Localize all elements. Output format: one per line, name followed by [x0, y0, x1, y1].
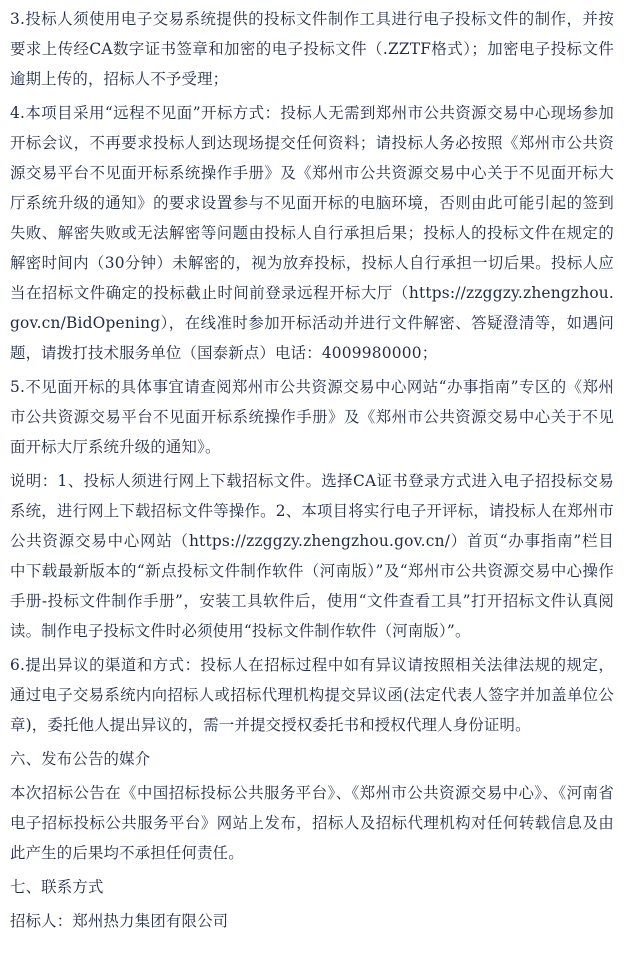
item-6-objection: 6.提出异议的渠道和方式：投标人在招标过程中如有异议请按照相关法律法规的规定，通过电子交易系统内向招标人或招标代理机构提交异议函(法定代表人签字并加盖单位公章)，委托他人提出异议的，需一并提交授权委托书和授权代理人身份证明。: [10, 656, 614, 734]
section-6-body: 本次招标公告在《中国招标投标公共服务平台》、《郑州市公共资源交易中心》、《河南省电子招标投标公共服务平台》网站上发布，招标人及招标代理机构对任何转载信息及由此产生的后果均不承担任何责任。: [10, 784, 614, 862]
section-6-heading: 六、发布公告的媒介: [10, 750, 151, 768]
tenderer-line: 招标人：郑州热力集团有限公司: [10, 912, 229, 930]
note-paragraph: 说明：1、投标人须进行网上下载招标文件。选择CA证书登录方式进入电子招投标交易系统，进行网上下载招标文件等操作。2、本项目将实行电子开评标，请投标人在郑州市公共资源交易中心网站（https://zzggzy.zhengzhou.gov.cn/）首页“办事指南”栏目中下载最新版本的“新点投标文件制作软件（河南版）”及“郑州市公共资源交易中心操作手册-投标文件制作手册”，安装工具软件后，使用“文件查看工具”打开招标文件认真阅读。制作电子投标文件时必须使用“投标文件制作软件（河南版）”。: [10, 472, 614, 640]
item-5-guide: 5.不见面开标的具体事宜请查阅郑州市公共资源交易中心网站“办事指南”专区的《郑州市公共资源交易平台不见面开标系统操作手册》及《郑州市公共资源交易中心关于不见面开标大厅系统升级的通知》。: [10, 378, 614, 456]
item-3-ca-certificate: 3.投标人须使用电子交易系统提供的投标文件制作工具进行电子投标文件的制作，并按要求上传经CA数字证书签章和加密的电子投标文件（.ZZTF格式）；加密电子投标文件逾期上传的，招标人不予受理；: [10, 10, 614, 88]
section-7-heading: 七、联系方式: [10, 878, 104, 896]
item-4-remote-opening: 4.本项目采用“远程不见面”开标方式：投标人无需到郑州市公共资源交易中心现场参加开标会议，不再要求投标人到达现场提交任何资料；请投标人务必按照《郑州市公共资源交易平台不见面开标系统操作手册》及《郑州市公共资源交易中心关于不见面开标大厅系统升级的通知》的要求设置参与不见面开标的电脑环境，否则由此可能引起的签到失败、解密失败或无法解密等问题由投标人自行承担后果；投标人的投标文件在规定的解密时间内（30分钟）未解密的，视为放弃投标，投标人自行承担一切后果。投标人应当在招标文件确定的投标截止时间前登录远程开标大厅（https://zzggzy.zhengzhou.gov.cn/BidOpening），在线准时参加开标活动并进行文件解密、答疑澄清等，如遇问题，请拨打技术服务单位（国泰新点）电话：4009980000；: [10, 104, 614, 362]
